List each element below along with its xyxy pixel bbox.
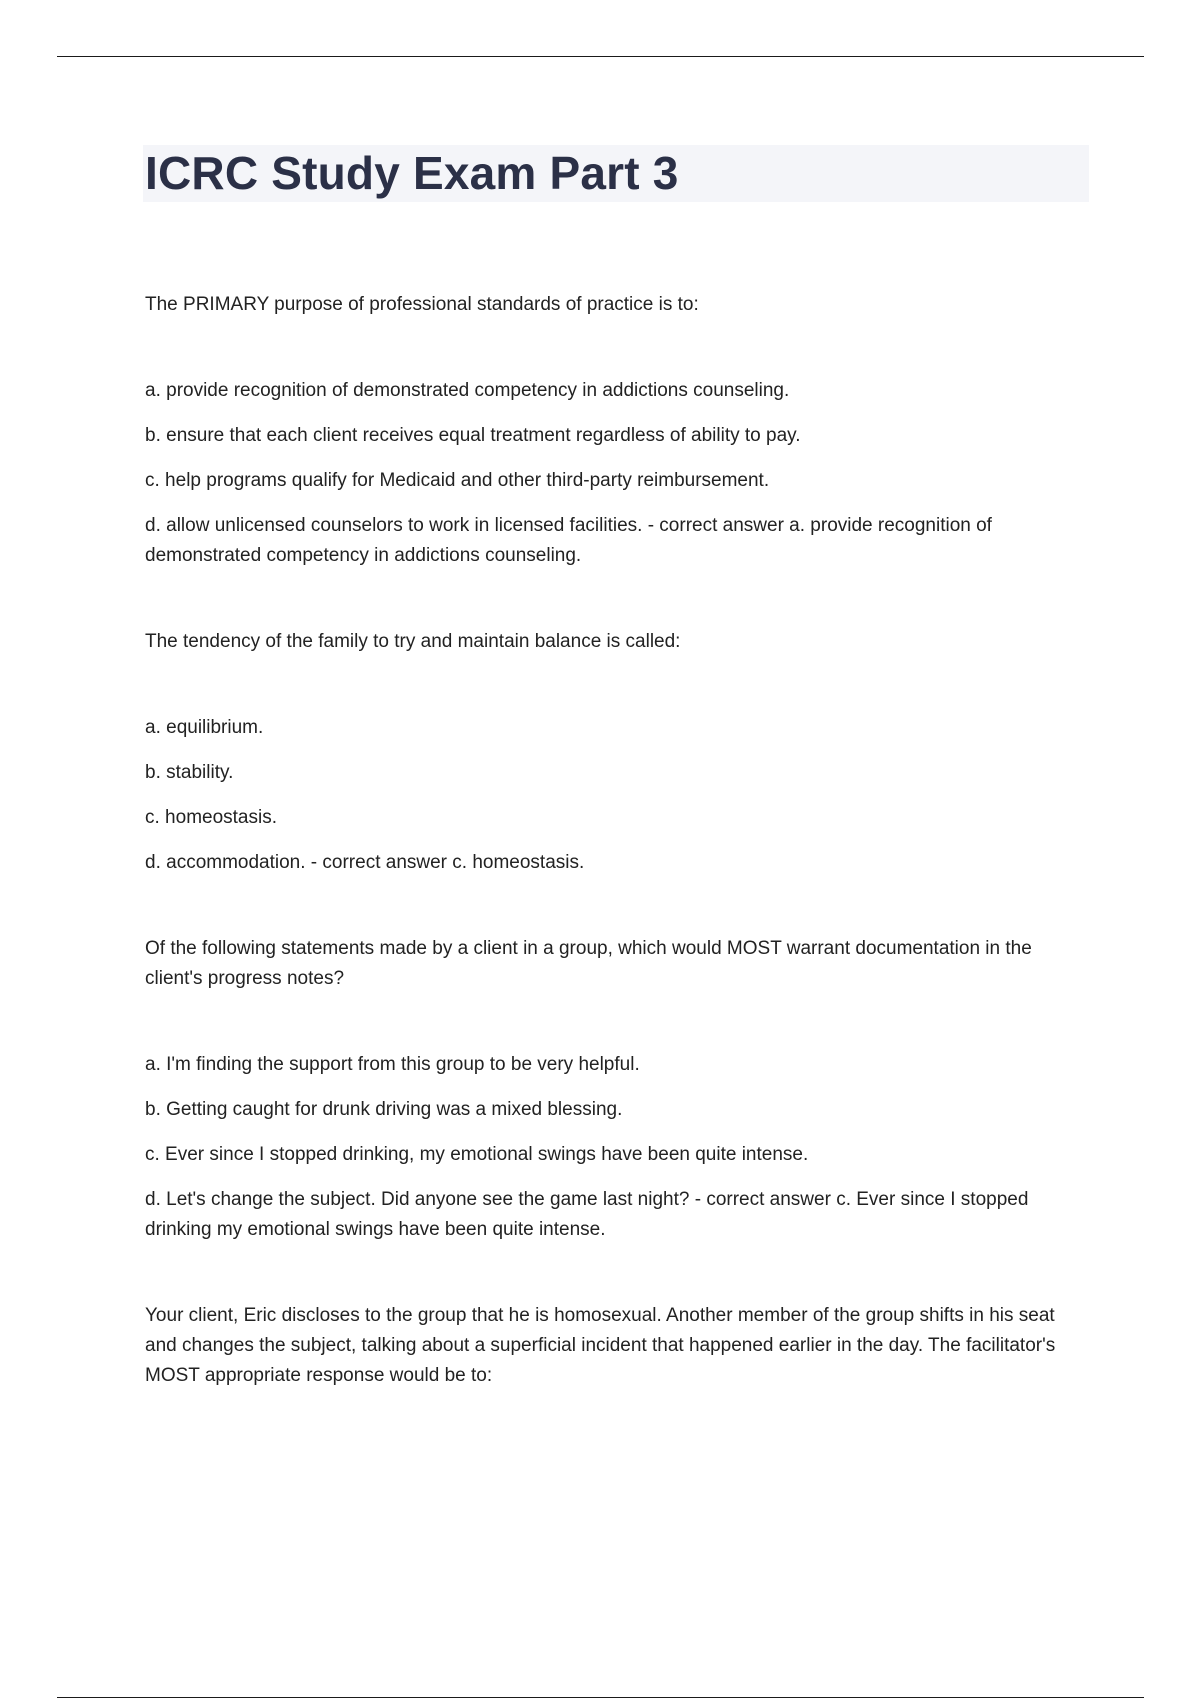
header-rule	[57, 56, 1144, 57]
answer-option: b. ensure that each client receives equal treatment regardless of ability to pay.	[145, 425, 801, 446]
question-prompt: Your client, Eric discloses to the group that he is homosexual. Another member of the group shifts in his seat and changes the subject, talking about a superficial incident that happened earlier in the day. The facilitator's MOST appropriate response would be to:	[145, 1305, 1056, 1386]
footer-rule	[57, 1697, 1144, 1698]
question-prompt: The PRIMARY purpose of professional standards of practice is to:	[145, 294, 699, 315]
document-body	[145, 290, 1085, 1447]
answer-option: b. Getting caught for drunk driving was a mixed blessing.	[145, 1099, 623, 1120]
answer-option: c. help programs qualify for Medicaid and other third-party reimbursement.	[145, 470, 770, 491]
question-prompt: Of the following statements made by a client in a group, which would MOST warrant documentation in the client's progress notes?	[145, 938, 1032, 989]
answer-option: a. I'm finding the support from this group to be very helpful.	[145, 1054, 640, 1075]
answer-option: c. Ever since I stopped drinking, my emotional swings have been quite intense.	[145, 1144, 809, 1165]
answer-option: c. homeostasis.	[145, 807, 277, 828]
answer-option-with-correct-answer: d. allow unlicensed counselors to work in licensed facilities. - correct answer a. provide recognition of demonstrated competency in addictions counseling.	[145, 515, 992, 566]
answer-option-with-correct-answer: d. Let's change the subject. Did anyone see the game last night? - correct answer c. Ever since I stopped drinking my emotional swings have been quite intense.	[145, 1189, 1029, 1240]
answer-option: b. stability.	[145, 762, 234, 783]
answer-option-with-correct-answer: d. accommodation. - correct answer c. homeostasis.	[145, 852, 585, 873]
answer-option: a. equilibrium.	[145, 717, 264, 738]
question-prompt: The tendency of the family to try and maintain balance is called:	[145, 631, 681, 652]
answer-option: a. provide recognition of demonstrated competency in addictions counseling.	[145, 380, 790, 401]
page-title: ICRC Study Exam Part 3	[145, 147, 679, 199]
